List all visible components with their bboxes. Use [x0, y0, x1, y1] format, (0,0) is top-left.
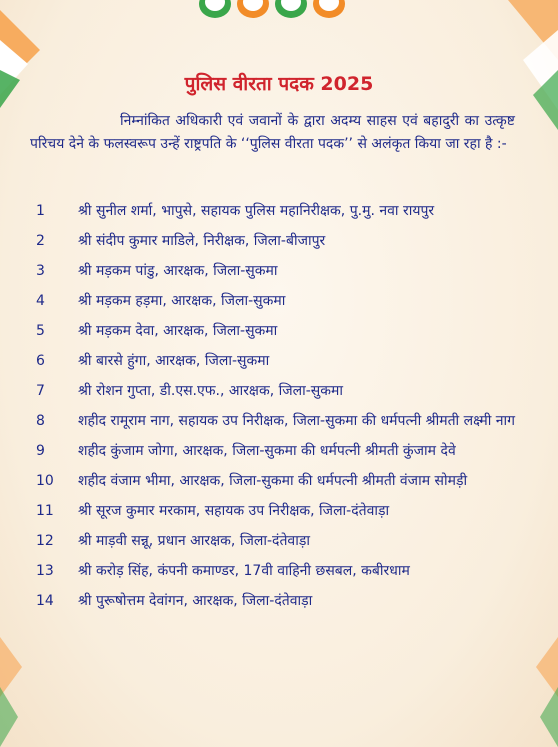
list-item-text: श्री सूरज कुमार मरकाम, सहायक उप निरीक्षक, जिला-दंतेवाड़ा [78, 503, 390, 519]
list-item [36, 470, 516, 493]
list-item-text: श्री माड़वी सन्नू, प्रधान आरक्षक, जिला-दंतेवाड़ा [78, 533, 310, 549]
list-item-number: 4 [36, 293, 45, 309]
list-item-number: 1 [36, 203, 45, 219]
list-item-text: श्री संदीप कुमार माडिले, निरीक्षक, जिला-बीजापुर [78, 233, 326, 249]
list-item-text: शहीद वंजाम भीमा, आरक्षक, जिला-सुकमा की धर्मपत्नी श्रीमती वंजाम सोमड़ी [78, 473, 468, 489]
list-item [36, 500, 516, 523]
list-item [36, 380, 516, 403]
list-item [36, 200, 516, 223]
list-item-text: श्री पुरूषोत्तम देवांगन, आरक्षक, जिला-दंतेवाड़ा [78, 593, 313, 609]
intro-paragraph: निम्नांकित अधिकारी एवं जवानों के द्वारा अदम्य साहस एवं बहादुरी का उत्कृष्ट परिचय देने के फलस्वरूप उन्हें राष्ट्रपति के ‘‘पुलिस वीरता पदक’’ से अलंकृत किया जा रहा है :- [30, 113, 515, 152]
list-item [36, 440, 516, 463]
list-item-number: 11 [36, 503, 54, 519]
list-item [36, 260, 516, 283]
list-item [36, 530, 516, 553]
list-item-number: 6 [36, 353, 45, 369]
list-item-text: श्री मड़कम हड़मा, आरक्षक, जिला-सुकमा [78, 293, 286, 309]
list-item-number: 13 [36, 563, 54, 579]
list-item-text: श्री सुनील शर्मा, भापुसे, सहायक पुलिस महानिरीक्षक, पु.मु. नवा रायपुर [78, 203, 435, 219]
list-item-number: 3 [36, 263, 45, 279]
list-item-number: 10 [36, 473, 54, 489]
list-item-text: श्री करोड़ सिंह, कंपनी कमाण्डर, 17वी वाहिनी छसबल, कबीरधाम [78, 563, 410, 579]
list-item [36, 350, 516, 373]
list-item-text: शहीद रामूराम नाग, सहायक उप निरीक्षक, जिला-सुकमा की धर्मपत्नी श्रीमती लक्ष्मी नाग [78, 413, 516, 429]
list-item-number: 14 [36, 593, 54, 609]
list-item [36, 230, 516, 253]
list-item-number: 12 [36, 533, 54, 549]
list-item-number: 5 [36, 323, 45, 339]
list-item-text: श्री रोशन गुप्ता, डी.एस.एफ., आरक्षक, जिला-सुकमा [78, 383, 344, 399]
list-item-number: 9 [36, 443, 45, 459]
list-item [36, 410, 516, 433]
list-item-text: शहीद कुंजाम जोगा, आरक्षक, जिला-सुकमा की धर्मपत्नी श्रीमती कुंजाम देवे [78, 443, 456, 459]
list-item-text: श्री बारसे हुंगा, आरक्षक, जिला-सुकमा [78, 353, 270, 369]
list-item-number: 7 [36, 383, 45, 399]
list-item [36, 320, 516, 343]
list-item [36, 290, 516, 313]
list-item [36, 590, 516, 613]
list-item-number: 8 [36, 413, 45, 429]
list-item [36, 560, 516, 583]
list-item-number: 2 [36, 233, 45, 249]
page-title: पुलिस वीरता पदक 2025 [184, 73, 374, 95]
list-item-text: श्री मड़कम देवा, आरक्षक, जिला-सुकमा [78, 323, 278, 339]
awardee-list [36, 200, 516, 620]
list-item-text: श्री मड़कम पांडु, आरक्षक, जिला-सुकमा [78, 263, 278, 279]
